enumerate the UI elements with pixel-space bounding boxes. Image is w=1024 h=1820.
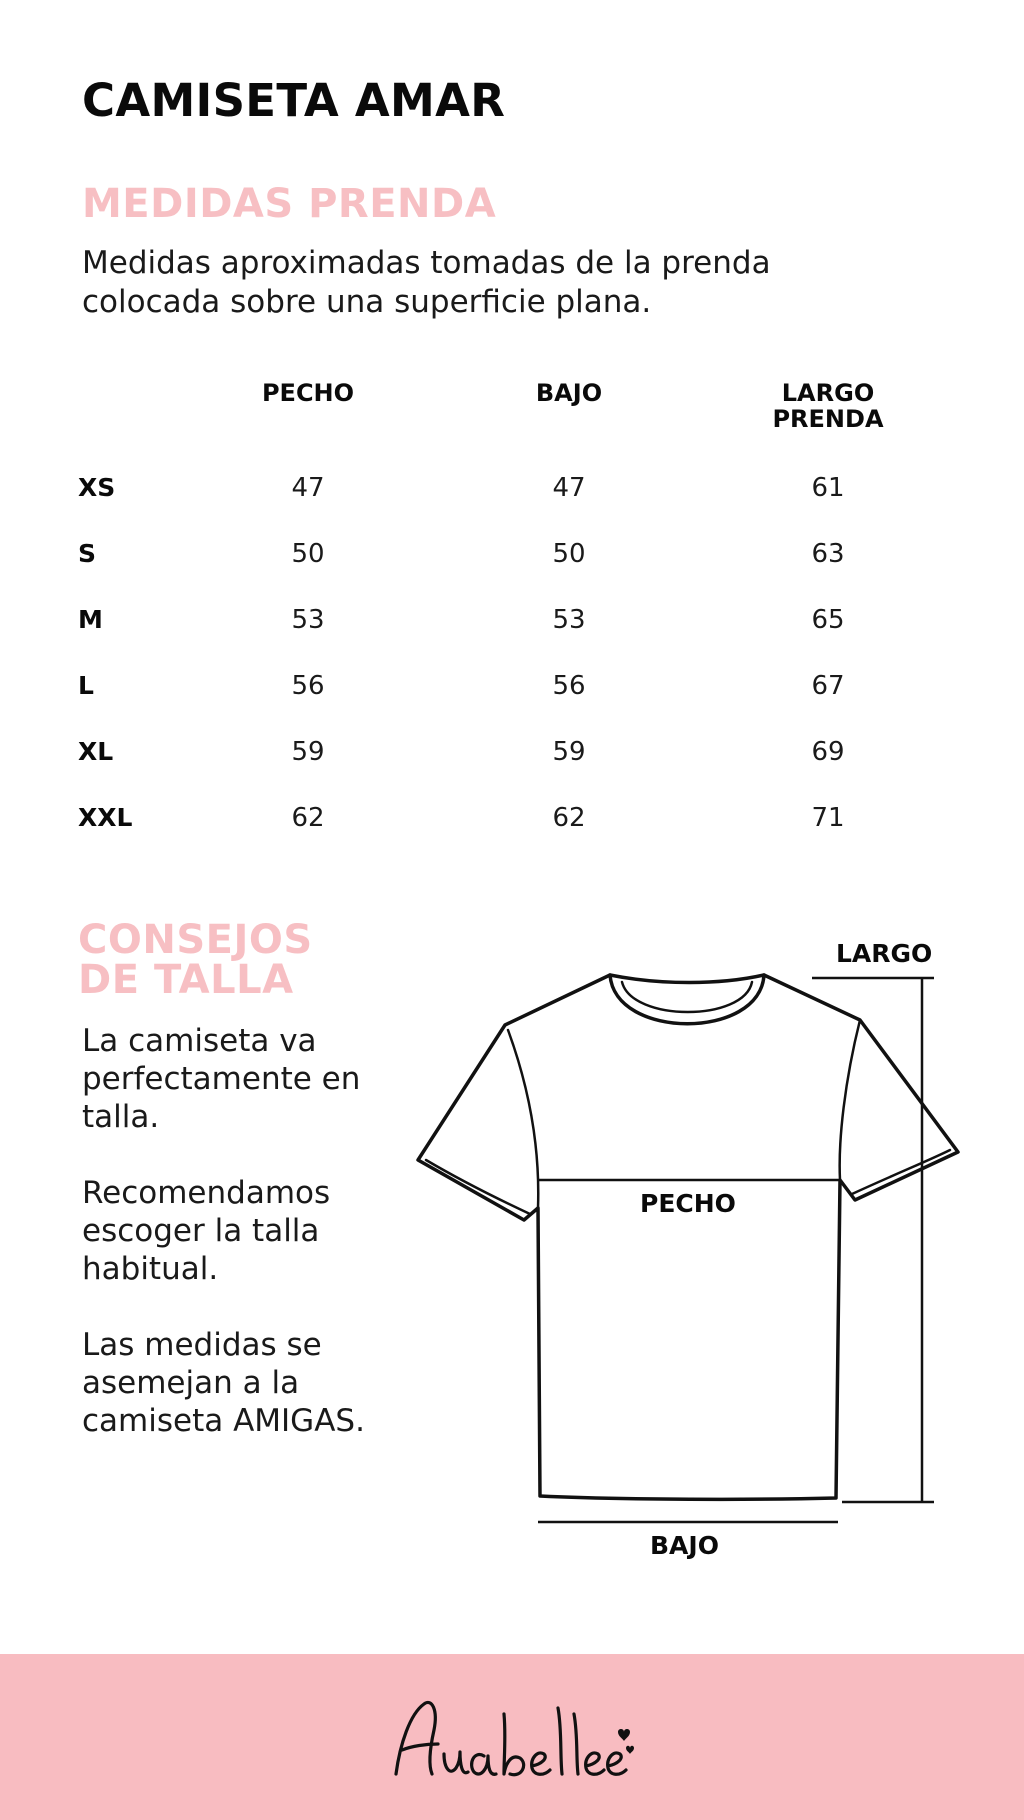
- row-size-label: S: [78, 539, 97, 568]
- product-title: CAMISETA AMAR: [82, 74, 506, 127]
- footer-banner: [0, 1654, 1024, 1820]
- column-header-bajo: BAJO: [535, 379, 603, 407]
- brand-logo: [388, 1684, 638, 1794]
- bajo-value: 62: [552, 803, 586, 833]
- tshirt-cuff-right: [852, 1150, 950, 1194]
- tip-paragraph: Recomendamos escoger la talla habitual.: [82, 1175, 331, 1287]
- pecho-value: 62: [291, 803, 325, 833]
- pecho-value: 59: [291, 737, 325, 767]
- measurements-heading: MEDIDAS PRENDA: [82, 181, 497, 227]
- diagram-label-pecho: PECHO: [640, 1189, 736, 1218]
- size-tips-heading: CONSEJOS DE TALLA: [78, 917, 313, 1003]
- table-row: [0, 468, 1024, 508]
- pecho-value: 56: [291, 671, 325, 701]
- tip-paragraph: La camiseta va perfectamente en talla.: [82, 1023, 361, 1135]
- tshirt-sleeve-seam-left: [508, 1030, 538, 1208]
- pecho-value: 53: [291, 605, 325, 635]
- largo-value: 67: [811, 671, 845, 701]
- diagram-label-bajo: BAJO: [650, 1531, 719, 1560]
- bajo-value: 59: [552, 737, 586, 767]
- tip-paragraph: Las medidas se asemejan a la camiseta AMIGAS.: [82, 1327, 365, 1439]
- row-size-label: XXL: [78, 803, 133, 832]
- row-size-label: XL: [78, 737, 114, 766]
- largo-value: 63: [811, 539, 845, 569]
- row-size-label: L: [78, 671, 94, 700]
- bajo-value: 53: [552, 605, 586, 635]
- column-header-pecho: PECHO: [261, 379, 355, 407]
- tshirt-cuff-left: [426, 1160, 530, 1214]
- largo-value: 65: [811, 605, 845, 635]
- tshirt-collar-inner: [622, 982, 752, 1012]
- largo-value: 71: [811, 803, 845, 833]
- bajo-value: 56: [552, 671, 586, 701]
- largo-value: 69: [811, 737, 845, 767]
- pecho-value: 47: [291, 473, 325, 503]
- table-row: [0, 798, 1024, 838]
- size-tips: [82, 1022, 402, 1478]
- measurements-description: Medidas aproximadas tomadas de la prenda colocada sobre una superficie plana.: [82, 245, 771, 320]
- column-header-largo-prenda: LARGO PRENDA: [772, 379, 884, 433]
- tshirt-sleeve-seam-right: [840, 1020, 860, 1180]
- row-size-label: M: [78, 605, 103, 634]
- table-row: [0, 600, 1024, 640]
- table-row: [0, 534, 1024, 574]
- diagram-label-largo: LARGO: [836, 939, 933, 968]
- largo-value: 61: [811, 473, 845, 503]
- tshirt-outline: [418, 975, 958, 1499]
- bajo-value: 50: [552, 539, 586, 569]
- bajo-value: 47: [552, 473, 586, 503]
- pecho-value: 50: [291, 539, 325, 569]
- table-row: [0, 732, 1024, 772]
- table-row: [0, 666, 1024, 706]
- tshirt-collar: [610, 975, 764, 1024]
- row-size-label: XS: [78, 473, 116, 502]
